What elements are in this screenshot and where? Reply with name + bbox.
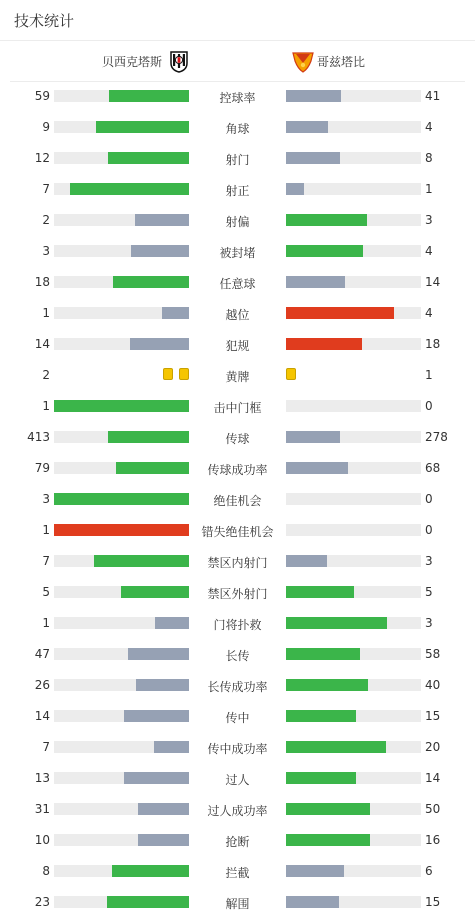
home-bar-track xyxy=(54,276,189,288)
away-value: 8 xyxy=(425,151,433,165)
yellow-card-icon xyxy=(163,368,173,380)
stat-label: 绝佳机会 xyxy=(213,494,262,508)
home-bar-track xyxy=(54,245,189,257)
home-bar-track xyxy=(54,617,189,629)
away-value: 0 xyxy=(425,399,433,413)
stat-label: 击中门框 xyxy=(213,401,262,415)
home-bar-fill xyxy=(128,648,189,660)
home-bar-fill xyxy=(108,152,189,164)
away-value: 15 xyxy=(425,895,441,909)
home-bar-fill xyxy=(162,307,189,319)
away-bar-track xyxy=(286,493,421,505)
away-value: 6 xyxy=(425,864,433,878)
stat-row xyxy=(0,484,475,515)
home-bar-fill xyxy=(131,245,189,257)
home-bar-fill xyxy=(138,834,189,846)
stat-label: 长传 xyxy=(225,649,250,663)
away-value: 0 xyxy=(425,523,433,537)
away-bar-fill xyxy=(286,741,386,753)
home-bar-fill xyxy=(107,896,189,908)
away-value: 18 xyxy=(425,337,441,351)
stat-row xyxy=(0,577,475,608)
home-bar-fill xyxy=(70,183,189,195)
home-value: 18 xyxy=(34,275,50,289)
stat-label: 传球 xyxy=(225,432,250,446)
away-value: 14 xyxy=(425,771,441,785)
home-bar-fill xyxy=(109,90,189,102)
stat-row xyxy=(0,112,475,143)
home-bar-track xyxy=(54,214,189,226)
home-value: 7 xyxy=(42,554,50,568)
stat-row xyxy=(0,856,475,887)
away-bar-track xyxy=(286,338,421,350)
away-value: 1 xyxy=(425,182,433,196)
stat-label: 拦截 xyxy=(225,866,250,880)
stat-label: 错失绝佳机会 xyxy=(201,525,274,539)
home-bar-fill xyxy=(138,803,189,815)
home-value: 1 xyxy=(42,306,50,320)
stat-row xyxy=(0,391,475,422)
away-value: 16 xyxy=(425,833,441,847)
stat-label: 传球成功率 xyxy=(207,463,268,477)
away-bar-fill xyxy=(286,307,394,319)
stat-label: 任意球 xyxy=(219,277,256,291)
away-bar-track xyxy=(286,152,421,164)
home-value: 3 xyxy=(42,244,50,258)
stat-row xyxy=(0,515,475,546)
home-bar-track xyxy=(54,555,189,567)
stat-label: 角球 xyxy=(225,122,250,136)
away-bar-track xyxy=(286,741,421,753)
away-bar-track xyxy=(286,245,421,257)
away-bar-track xyxy=(286,803,421,815)
home-bar-track xyxy=(54,338,189,350)
home-bar-track xyxy=(54,121,189,133)
away-bar-fill xyxy=(286,121,328,133)
home-value: 1 xyxy=(42,523,50,537)
home-bar-track xyxy=(54,741,189,753)
away-bar-track xyxy=(286,524,421,536)
away-bar-fill xyxy=(286,679,368,691)
stat-row xyxy=(0,825,475,856)
home-bar-fill xyxy=(155,617,189,629)
away-bar-fill xyxy=(286,710,356,722)
stat-row xyxy=(0,236,475,267)
home-bar-track xyxy=(54,431,189,443)
teams-bar xyxy=(10,41,465,82)
stat-row xyxy=(0,205,475,236)
away-bar-track xyxy=(286,462,421,474)
away-bar-track xyxy=(286,679,421,691)
home-bar-fill xyxy=(136,679,189,691)
away-bar-track xyxy=(286,648,421,660)
stat-label: 传中成功率 xyxy=(207,742,268,756)
yellow-card-icon xyxy=(179,368,189,380)
besiktas-crest-icon xyxy=(168,49,190,73)
stat-row xyxy=(0,763,475,794)
away-bar-track xyxy=(286,896,421,908)
yellow-card-icon xyxy=(286,368,296,380)
away-bar-track xyxy=(286,214,421,226)
away-bar-fill xyxy=(286,648,360,660)
stat-label: 射正 xyxy=(225,184,250,198)
away-value: 40 xyxy=(425,678,441,692)
home-value: 5 xyxy=(42,585,50,599)
home-bar-track xyxy=(54,803,189,815)
stat-label: 过人成功率 xyxy=(207,804,268,818)
stat-row xyxy=(0,701,475,732)
home-bar-fill xyxy=(121,586,189,598)
stat-label: 长传成功率 xyxy=(207,680,268,694)
home-bar-track xyxy=(54,648,189,660)
away-value: 3 xyxy=(425,616,433,630)
away-bar-fill xyxy=(286,152,340,164)
away-bar-fill xyxy=(286,183,304,195)
away-yellow-cards xyxy=(286,368,296,382)
stat-row xyxy=(0,670,475,701)
home-bar-fill xyxy=(116,462,189,474)
away-value: 3 xyxy=(425,554,433,568)
home-value: 31 xyxy=(34,802,50,816)
home-bar-track xyxy=(54,400,189,412)
away-bar-fill xyxy=(286,338,362,350)
stat-row xyxy=(0,143,475,174)
home-bar-track xyxy=(54,493,189,505)
home-bar-fill xyxy=(124,772,189,784)
home-value: 1 xyxy=(42,399,50,413)
home-bar-track xyxy=(54,462,189,474)
stat-row xyxy=(0,329,475,360)
home-bar-fill xyxy=(113,276,189,288)
home-bar-track xyxy=(54,152,189,164)
home-value: 59 xyxy=(34,89,50,103)
away-value: 4 xyxy=(425,244,433,258)
home-value: 14 xyxy=(34,337,50,351)
stat-label: 传中 xyxy=(225,711,250,725)
away-value: 58 xyxy=(425,647,441,661)
stat-row xyxy=(0,608,475,639)
away-value: 3 xyxy=(425,213,433,227)
away-bar-fill xyxy=(286,245,363,257)
home-bar-fill xyxy=(130,338,189,350)
stat-label: 控球率 xyxy=(219,91,256,105)
home-value: 23 xyxy=(34,895,50,909)
away-bar-fill xyxy=(286,803,370,815)
stat-label: 解围 xyxy=(225,897,250,911)
stat-label: 被封堵 xyxy=(219,246,256,260)
page-title: 技术统计 xyxy=(14,12,75,30)
away-bar-track xyxy=(286,431,421,443)
away-value: 41 xyxy=(425,89,441,103)
home-value: 10 xyxy=(34,833,50,847)
away-value: 5 xyxy=(425,585,433,599)
away-value: 20 xyxy=(425,740,441,754)
home-bar-track xyxy=(54,896,189,908)
away-value: 15 xyxy=(425,709,441,723)
away-bar-fill xyxy=(286,834,370,846)
stat-row xyxy=(0,267,475,298)
home-bar-fill xyxy=(54,493,189,505)
stat-label: 黄牌 xyxy=(225,370,250,384)
home-value: 3 xyxy=(42,492,50,506)
home-bar-track xyxy=(54,679,189,691)
away-bar-fill xyxy=(286,431,340,443)
away-team[interactable] xyxy=(291,41,365,81)
away-bar-track xyxy=(286,307,421,319)
away-team-name: 哥兹塔比 xyxy=(317,54,366,69)
stat-row xyxy=(0,81,475,112)
home-bar-track xyxy=(54,772,189,784)
home-bar-track xyxy=(54,865,189,877)
home-value: 9 xyxy=(42,120,50,134)
stat-row xyxy=(0,422,475,453)
home-value: 1 xyxy=(42,616,50,630)
home-value: 13 xyxy=(34,771,50,785)
stat-label: 越位 xyxy=(225,308,250,322)
stat-label: 门将扑救 xyxy=(213,618,262,632)
home-bar-track xyxy=(54,183,189,195)
away-value: 278 xyxy=(425,430,448,444)
home-bar-fill xyxy=(112,865,189,877)
away-bar-fill xyxy=(286,90,341,102)
home-bar-track xyxy=(54,710,189,722)
home-bar-fill xyxy=(96,121,189,133)
away-bar-fill xyxy=(286,865,344,877)
away-bar-track xyxy=(286,183,421,195)
home-value: 8 xyxy=(42,864,50,878)
stat-label: 禁区外射门 xyxy=(207,587,268,601)
home-value: 47 xyxy=(34,647,50,661)
away-bar-track xyxy=(286,586,421,598)
home-bar-fill xyxy=(94,555,189,567)
home-bar-fill xyxy=(54,524,189,536)
away-value: 0 xyxy=(425,492,433,506)
stat-row xyxy=(0,360,475,391)
away-bar-track xyxy=(286,834,421,846)
away-value: 50 xyxy=(425,802,441,816)
stat-label: 犯规 xyxy=(225,339,250,353)
away-bar-fill xyxy=(286,617,387,629)
home-value: 413 xyxy=(27,430,50,444)
away-bar-fill xyxy=(286,896,339,908)
stat-row xyxy=(0,794,475,825)
stat-label: 射偏 xyxy=(225,215,250,229)
home-bar-track xyxy=(54,524,189,536)
home-bar-fill xyxy=(135,214,189,226)
stat-row xyxy=(0,639,475,670)
home-value: 12 xyxy=(34,151,50,165)
stat-row xyxy=(0,453,475,484)
away-bar-fill xyxy=(286,276,345,288)
away-value: 68 xyxy=(425,461,441,475)
away-bar-fill xyxy=(286,462,348,474)
home-bar-fill xyxy=(54,400,189,412)
home-value: 26 xyxy=(34,678,50,692)
away-value: 4 xyxy=(425,120,433,134)
stat-row xyxy=(0,546,475,577)
home-bar-track xyxy=(54,307,189,319)
away-bar-track xyxy=(286,555,421,567)
stat-label: 过人 xyxy=(225,773,250,787)
away-bar-fill xyxy=(286,772,356,784)
home-bar-track xyxy=(54,586,189,598)
home-bar-fill xyxy=(154,741,189,753)
away-bar-fill xyxy=(286,586,354,598)
home-team-name: 贝西克塔斯 xyxy=(102,54,163,69)
home-bar-fill xyxy=(124,710,189,722)
home-yellow-cards xyxy=(163,368,189,382)
away-bar-track xyxy=(286,400,421,412)
away-bar-fill xyxy=(286,555,327,567)
home-value: 7 xyxy=(42,740,50,754)
away-bar-track xyxy=(286,276,421,288)
away-value: 4 xyxy=(425,306,433,320)
stat-row xyxy=(0,732,475,763)
stat-row xyxy=(0,174,475,205)
away-bar-fill xyxy=(286,214,367,226)
home-team[interactable] xyxy=(102,41,190,81)
home-bar-track xyxy=(54,834,189,846)
home-bar-fill xyxy=(108,431,189,443)
stat-label: 射门 xyxy=(225,153,250,167)
home-value: 14 xyxy=(34,709,50,723)
home-bar-track xyxy=(54,90,189,102)
away-bar-track xyxy=(286,617,421,629)
home-value: 2 xyxy=(42,213,50,227)
away-bar-track xyxy=(286,90,421,102)
home-value: 7 xyxy=(42,182,50,196)
home-value: 2 xyxy=(42,368,50,382)
away-bar-track xyxy=(286,710,421,722)
away-bar-track xyxy=(286,121,421,133)
stat-label: 抢断 xyxy=(225,835,250,849)
home-value: 79 xyxy=(34,461,50,475)
stat-row xyxy=(0,298,475,329)
away-value: 1 xyxy=(425,368,433,382)
stats-header xyxy=(0,0,475,41)
away-value: 14 xyxy=(425,275,441,289)
away-bar-track xyxy=(286,865,421,877)
away-bar-track xyxy=(286,772,421,784)
stat-row xyxy=(0,887,475,918)
goztepe-crest-icon xyxy=(291,49,313,73)
stat-label: 禁区内射门 xyxy=(207,556,268,570)
